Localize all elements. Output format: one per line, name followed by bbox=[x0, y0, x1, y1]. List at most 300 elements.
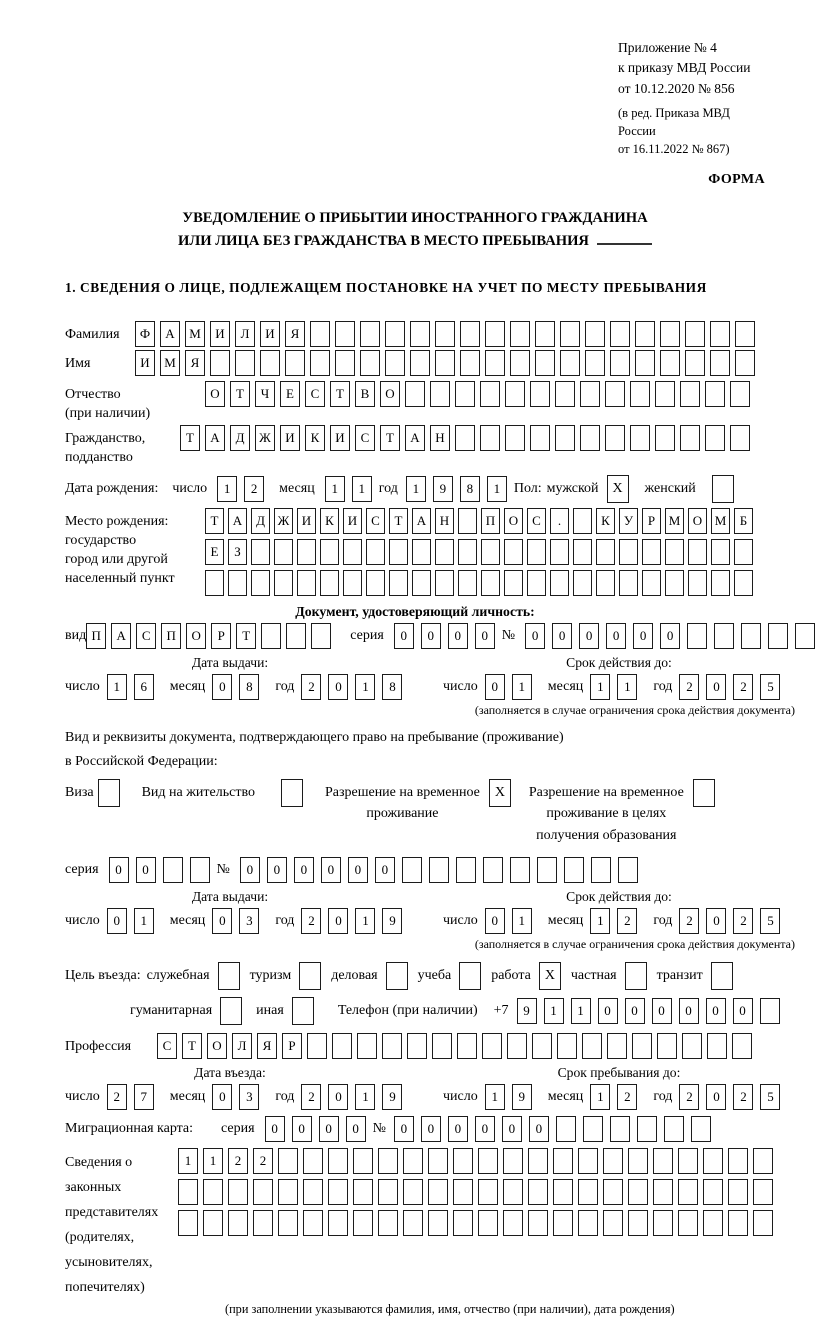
char-cell[interactable] bbox=[553, 1210, 573, 1236]
char-cell[interactable]: А bbox=[205, 425, 225, 451]
char-cell[interactable]: Д bbox=[230, 425, 250, 451]
char-cell[interactable] bbox=[328, 1210, 348, 1236]
char-cell[interactable]: 5 bbox=[760, 674, 780, 700]
char-cell[interactable] bbox=[596, 570, 615, 596]
char-cell[interactable] bbox=[503, 1148, 523, 1174]
char-cell[interactable]: 0 bbox=[394, 1116, 414, 1142]
char-cell[interactable] bbox=[732, 1033, 752, 1059]
char-cell[interactable] bbox=[460, 321, 480, 347]
char-cell[interactable] bbox=[458, 570, 477, 596]
char-cell[interactable]: К bbox=[305, 425, 325, 451]
char-cell[interactable] bbox=[343, 570, 362, 596]
char-cell[interactable] bbox=[580, 381, 600, 407]
char-cell[interactable] bbox=[603, 1179, 623, 1205]
char-cell[interactable]: 8 bbox=[239, 674, 259, 700]
char-cell[interactable] bbox=[564, 857, 584, 883]
char-cell[interactable] bbox=[457, 1033, 477, 1059]
char-cell[interactable] bbox=[585, 350, 605, 376]
char-cell[interactable] bbox=[297, 570, 316, 596]
char-cell[interactable] bbox=[527, 570, 546, 596]
char-cell[interactable] bbox=[678, 1179, 698, 1205]
char-cell[interactable] bbox=[510, 857, 530, 883]
char-cell[interactable] bbox=[553, 1179, 573, 1205]
char-cell[interactable] bbox=[278, 1210, 298, 1236]
char-cell[interactable] bbox=[607, 1033, 627, 1059]
char-cell[interactable]: 0 bbox=[552, 623, 572, 649]
char-cell[interactable]: 3 bbox=[239, 1084, 259, 1110]
char-cell[interactable]: Е bbox=[280, 381, 300, 407]
char-cell[interactable] bbox=[653, 1210, 673, 1236]
char-cell[interactable] bbox=[678, 1210, 698, 1236]
char-cell[interactable]: 9 bbox=[382, 1084, 402, 1110]
char-cell[interactable]: Р bbox=[211, 623, 231, 649]
char-cell[interactable]: А bbox=[160, 321, 180, 347]
char-cell[interactable]: 2 bbox=[733, 674, 753, 700]
purpose-transit-checkbox[interactable] bbox=[711, 962, 733, 990]
char-cell[interactable] bbox=[753, 1210, 773, 1236]
char-cell[interactable]: Ф bbox=[135, 321, 155, 347]
char-cell[interactable] bbox=[453, 1179, 473, 1205]
char-cell[interactable] bbox=[274, 570, 293, 596]
purpose-official-checkbox[interactable] bbox=[218, 962, 240, 990]
char-cell[interactable]: 0 bbox=[525, 623, 545, 649]
char-cell[interactable] bbox=[510, 321, 530, 347]
char-cell[interactable]: К bbox=[596, 508, 615, 534]
char-cell[interactable] bbox=[688, 539, 707, 565]
char-cell[interactable] bbox=[560, 350, 580, 376]
char-cell[interactable]: 1 bbox=[178, 1148, 198, 1174]
char-cell[interactable]: 1 bbox=[203, 1148, 223, 1174]
char-cell[interactable] bbox=[619, 570, 638, 596]
temporary-residence-checkbox[interactable]: X bbox=[489, 779, 511, 807]
char-cell[interactable] bbox=[403, 1179, 423, 1205]
char-cell[interactable] bbox=[605, 425, 625, 451]
char-cell[interactable] bbox=[482, 1033, 502, 1059]
visa-checkbox[interactable] bbox=[98, 779, 120, 807]
char-cell[interactable] bbox=[456, 857, 476, 883]
char-cell[interactable] bbox=[685, 350, 705, 376]
char-cell[interactable]: И bbox=[280, 425, 300, 451]
char-cell[interactable] bbox=[528, 1210, 548, 1236]
char-cell[interactable]: Ж bbox=[274, 508, 293, 534]
char-cell[interactable] bbox=[687, 623, 707, 649]
char-cell[interactable]: И bbox=[260, 321, 280, 347]
char-cell[interactable]: 2 bbox=[733, 908, 753, 934]
char-cell[interactable]: Р bbox=[282, 1033, 302, 1059]
char-cell[interactable] bbox=[680, 381, 700, 407]
char-cell[interactable] bbox=[734, 539, 753, 565]
char-cell[interactable] bbox=[528, 1179, 548, 1205]
char-cell[interactable] bbox=[505, 381, 525, 407]
char-cell[interactable]: Н bbox=[430, 425, 450, 451]
char-cell[interactable] bbox=[705, 381, 725, 407]
char-cell[interactable]: 0 bbox=[733, 998, 753, 1024]
char-cell[interactable]: 8 bbox=[382, 674, 402, 700]
char-cell[interactable] bbox=[630, 381, 650, 407]
char-cell[interactable] bbox=[274, 539, 293, 565]
char-cell[interactable] bbox=[303, 1210, 323, 1236]
char-cell[interactable] bbox=[228, 1179, 248, 1205]
char-cell[interactable]: А bbox=[405, 425, 425, 451]
char-cell[interactable]: 1 bbox=[512, 674, 532, 700]
char-cell[interactable] bbox=[610, 1116, 630, 1142]
gender-female-checkbox[interactable] bbox=[712, 475, 734, 503]
char-cell[interactable] bbox=[485, 350, 505, 376]
char-cell[interactable]: 0 bbox=[485, 674, 505, 700]
char-cell[interactable] bbox=[660, 350, 680, 376]
char-cell[interactable] bbox=[453, 1148, 473, 1174]
char-cell[interactable]: Н bbox=[435, 508, 454, 534]
char-cell[interactable] bbox=[628, 1179, 648, 1205]
char-cell[interactable] bbox=[435, 570, 454, 596]
char-cell[interactable] bbox=[303, 1179, 323, 1205]
purpose-humanitarian-checkbox[interactable] bbox=[220, 997, 242, 1025]
char-cell[interactable]: 0 bbox=[321, 857, 341, 883]
char-cell[interactable] bbox=[555, 425, 575, 451]
char-cell[interactable]: 0 bbox=[240, 857, 260, 883]
char-cell[interactable]: 0 bbox=[394, 623, 414, 649]
char-cell[interactable]: П bbox=[86, 623, 106, 649]
char-cell[interactable] bbox=[730, 425, 750, 451]
char-cell[interactable]: 0 bbox=[448, 623, 468, 649]
char-cell[interactable]: 6 bbox=[134, 674, 154, 700]
char-cell[interactable] bbox=[680, 425, 700, 451]
char-cell[interactable] bbox=[163, 857, 183, 883]
char-cell[interactable]: 0 bbox=[328, 1084, 348, 1110]
char-cell[interactable] bbox=[353, 1210, 373, 1236]
char-cell[interactable] bbox=[412, 539, 431, 565]
char-cell[interactable]: 1 bbox=[352, 476, 372, 502]
char-cell[interactable] bbox=[610, 321, 630, 347]
char-cell[interactable]: К bbox=[320, 508, 339, 534]
char-cell[interactable] bbox=[714, 623, 734, 649]
char-cell[interactable] bbox=[688, 570, 707, 596]
char-cell[interactable]: 0 bbox=[136, 857, 156, 883]
char-cell[interactable]: И bbox=[330, 425, 350, 451]
char-cell[interactable] bbox=[378, 1210, 398, 1236]
char-cell[interactable] bbox=[703, 1179, 723, 1205]
char-cell[interactable] bbox=[655, 381, 675, 407]
char-cell[interactable]: 0 bbox=[265, 1116, 285, 1142]
char-cell[interactable]: 1 bbox=[590, 1084, 610, 1110]
char-cell[interactable] bbox=[730, 381, 750, 407]
char-cell[interactable]: 0 bbox=[328, 674, 348, 700]
char-cell[interactable]: 0 bbox=[448, 1116, 468, 1142]
char-cell[interactable] bbox=[710, 350, 730, 376]
char-cell[interactable]: Я bbox=[185, 350, 205, 376]
char-cell[interactable]: О bbox=[380, 381, 400, 407]
purpose-tourism-checkbox[interactable] bbox=[299, 962, 321, 990]
char-cell[interactable]: Л bbox=[235, 321, 255, 347]
char-cell[interactable] bbox=[405, 381, 425, 407]
char-cell[interactable] bbox=[429, 857, 449, 883]
char-cell[interactable]: 2 bbox=[301, 674, 321, 700]
char-cell[interactable] bbox=[728, 1148, 748, 1174]
char-cell[interactable]: 0 bbox=[421, 1116, 441, 1142]
char-cell[interactable] bbox=[410, 350, 430, 376]
char-cell[interactable]: О bbox=[205, 381, 225, 407]
char-cell[interactable] bbox=[527, 539, 546, 565]
char-cell[interactable] bbox=[343, 539, 362, 565]
char-cell[interactable]: 0 bbox=[346, 1116, 366, 1142]
char-cell[interactable] bbox=[366, 539, 385, 565]
char-cell[interactable] bbox=[203, 1210, 223, 1236]
char-cell[interactable]: 2 bbox=[617, 908, 637, 934]
char-cell[interactable]: 0 bbox=[107, 908, 127, 934]
char-cell[interactable]: 1 bbox=[355, 1084, 375, 1110]
char-cell[interactable] bbox=[642, 570, 661, 596]
char-cell[interactable] bbox=[389, 570, 408, 596]
char-cell[interactable]: С bbox=[355, 425, 375, 451]
char-cell[interactable]: М bbox=[665, 508, 684, 534]
char-cell[interactable]: Р bbox=[642, 508, 661, 534]
char-cell[interactable]: Я bbox=[257, 1033, 277, 1059]
char-cell[interactable] bbox=[435, 539, 454, 565]
char-cell[interactable] bbox=[378, 1148, 398, 1174]
char-cell[interactable]: 1 bbox=[485, 1084, 505, 1110]
char-cell[interactable]: П bbox=[161, 623, 181, 649]
char-cell[interactable] bbox=[557, 1033, 577, 1059]
char-cell[interactable] bbox=[753, 1148, 773, 1174]
char-cell[interactable]: 0 bbox=[109, 857, 129, 883]
char-cell[interactable]: 0 bbox=[212, 908, 232, 934]
char-cell[interactable] bbox=[455, 381, 475, 407]
char-cell[interactable] bbox=[583, 1116, 603, 1142]
char-cell[interactable] bbox=[307, 1033, 327, 1059]
char-cell[interactable] bbox=[303, 1148, 323, 1174]
char-cell[interactable] bbox=[253, 1210, 273, 1236]
char-cell[interactable] bbox=[503, 1179, 523, 1205]
char-cell[interactable] bbox=[504, 570, 523, 596]
char-cell[interactable] bbox=[795, 623, 815, 649]
char-cell[interactable] bbox=[297, 539, 316, 565]
char-cell[interactable] bbox=[311, 623, 331, 649]
char-cell[interactable] bbox=[578, 1210, 598, 1236]
char-cell[interactable] bbox=[360, 321, 380, 347]
char-cell[interactable]: Т bbox=[330, 381, 350, 407]
char-cell[interactable]: 9 bbox=[382, 908, 402, 934]
char-cell[interactable] bbox=[483, 857, 503, 883]
char-cell[interactable] bbox=[353, 1179, 373, 1205]
char-cell[interactable] bbox=[428, 1179, 448, 1205]
char-cell[interactable]: У bbox=[619, 508, 638, 534]
char-cell[interactable]: 0 bbox=[212, 674, 232, 700]
char-cell[interactable] bbox=[407, 1033, 427, 1059]
char-cell[interactable]: М bbox=[160, 350, 180, 376]
char-cell[interactable] bbox=[251, 539, 270, 565]
char-cell[interactable]: А bbox=[412, 508, 431, 534]
char-cell[interactable]: И bbox=[135, 350, 155, 376]
char-cell[interactable]: 2 bbox=[679, 1084, 699, 1110]
char-cell[interactable] bbox=[357, 1033, 377, 1059]
char-cell[interactable]: 2 bbox=[301, 1084, 321, 1110]
char-cell[interactable]: С bbox=[527, 508, 546, 534]
char-cell[interactable]: Т bbox=[205, 508, 224, 534]
char-cell[interactable] bbox=[382, 1033, 402, 1059]
char-cell[interactable]: 0 bbox=[328, 908, 348, 934]
char-cell[interactable] bbox=[328, 1179, 348, 1205]
char-cell[interactable] bbox=[278, 1148, 298, 1174]
char-cell[interactable] bbox=[478, 1210, 498, 1236]
char-cell[interactable]: 0 bbox=[212, 1084, 232, 1110]
char-cell[interactable] bbox=[286, 623, 306, 649]
char-cell[interactable] bbox=[478, 1179, 498, 1205]
char-cell[interactable]: 1 bbox=[355, 674, 375, 700]
char-cell[interactable]: Ж bbox=[255, 425, 275, 451]
char-cell[interactable]: Т bbox=[236, 623, 256, 649]
purpose-other-checkbox[interactable] bbox=[292, 997, 314, 1025]
char-cell[interactable]: 0 bbox=[319, 1116, 339, 1142]
char-cell[interactable]: П bbox=[481, 508, 500, 534]
char-cell[interactable]: 9 bbox=[517, 998, 537, 1024]
char-cell[interactable] bbox=[460, 350, 480, 376]
char-cell[interactable] bbox=[428, 1148, 448, 1174]
char-cell[interactable] bbox=[530, 425, 550, 451]
char-cell[interactable] bbox=[481, 539, 500, 565]
char-cell[interactable] bbox=[711, 570, 730, 596]
char-cell[interactable] bbox=[537, 857, 557, 883]
char-cell[interactable]: 0 bbox=[679, 998, 699, 1024]
char-cell[interactable]: А bbox=[111, 623, 131, 649]
char-cell[interactable] bbox=[660, 321, 680, 347]
char-cell[interactable]: 2 bbox=[244, 476, 264, 502]
char-cell[interactable] bbox=[410, 321, 430, 347]
char-cell[interactable]: Ч bbox=[255, 381, 275, 407]
char-cell[interactable]: Д bbox=[251, 508, 270, 534]
char-cell[interactable] bbox=[310, 350, 330, 376]
char-cell[interactable] bbox=[596, 539, 615, 565]
char-cell[interactable]: 2 bbox=[253, 1148, 273, 1174]
char-cell[interactable] bbox=[653, 1148, 673, 1174]
char-cell[interactable] bbox=[665, 539, 684, 565]
char-cell[interactable]: 1 bbox=[355, 908, 375, 934]
char-cell[interactable] bbox=[261, 623, 281, 649]
char-cell[interactable] bbox=[760, 998, 780, 1024]
char-cell[interactable] bbox=[632, 1033, 652, 1059]
residence-permit-checkbox[interactable] bbox=[281, 779, 303, 807]
char-cell[interactable] bbox=[703, 1210, 723, 1236]
char-cell[interactable] bbox=[480, 425, 500, 451]
char-cell[interactable] bbox=[603, 1148, 623, 1174]
char-cell[interactable] bbox=[665, 570, 684, 596]
char-cell[interactable]: И bbox=[297, 508, 316, 534]
char-cell[interactable]: О bbox=[207, 1033, 227, 1059]
char-cell[interactable]: 1 bbox=[217, 476, 237, 502]
char-cell[interactable]: Я bbox=[285, 321, 305, 347]
char-cell[interactable] bbox=[332, 1033, 352, 1059]
char-cell[interactable] bbox=[582, 1033, 602, 1059]
char-cell[interactable]: 0 bbox=[485, 908, 505, 934]
char-cell[interactable] bbox=[550, 570, 569, 596]
char-cell[interactable]: Т bbox=[180, 425, 200, 451]
char-cell[interactable] bbox=[619, 539, 638, 565]
char-cell[interactable] bbox=[535, 321, 555, 347]
char-cell[interactable] bbox=[705, 425, 725, 451]
char-cell[interactable]: 1 bbox=[406, 476, 426, 502]
char-cell[interactable] bbox=[591, 857, 611, 883]
char-cell[interactable] bbox=[553, 1148, 573, 1174]
char-cell[interactable] bbox=[560, 321, 580, 347]
char-cell[interactable]: Т bbox=[380, 425, 400, 451]
purpose-business-checkbox[interactable] bbox=[386, 962, 408, 990]
char-cell[interactable] bbox=[481, 570, 500, 596]
char-cell[interactable]: С bbox=[305, 381, 325, 407]
char-cell[interactable]: С bbox=[157, 1033, 177, 1059]
purpose-study-checkbox[interactable] bbox=[459, 962, 481, 990]
char-cell[interactable]: 0 bbox=[706, 1084, 726, 1110]
char-cell[interactable] bbox=[428, 1210, 448, 1236]
char-cell[interactable]: М bbox=[185, 321, 205, 347]
char-cell[interactable] bbox=[235, 350, 255, 376]
char-cell[interactable] bbox=[389, 539, 408, 565]
char-cell[interactable]: Е bbox=[205, 539, 224, 565]
char-cell[interactable] bbox=[550, 539, 569, 565]
char-cell[interactable] bbox=[480, 381, 500, 407]
char-cell[interactable]: 0 bbox=[502, 1116, 522, 1142]
char-cell[interactable] bbox=[655, 425, 675, 451]
char-cell[interactable]: 1 bbox=[107, 674, 127, 700]
char-cell[interactable] bbox=[585, 321, 605, 347]
char-cell[interactable]: 0 bbox=[598, 998, 618, 1024]
char-cell[interactable] bbox=[734, 570, 753, 596]
char-cell[interactable] bbox=[507, 1033, 527, 1059]
char-cell[interactable] bbox=[580, 425, 600, 451]
char-cell[interactable]: О bbox=[688, 508, 707, 534]
char-cell[interactable]: 0 bbox=[652, 998, 672, 1024]
char-cell[interactable]: 2 bbox=[733, 1084, 753, 1110]
char-cell[interactable]: 0 bbox=[475, 1116, 495, 1142]
char-cell[interactable] bbox=[403, 1210, 423, 1236]
char-cell[interactable]: И bbox=[210, 321, 230, 347]
char-cell[interactable] bbox=[353, 1148, 373, 1174]
char-cell[interactable] bbox=[628, 1210, 648, 1236]
char-cell[interactable]: 3 bbox=[239, 908, 259, 934]
char-cell[interactable] bbox=[432, 1033, 452, 1059]
char-cell[interactable]: Б bbox=[734, 508, 753, 534]
char-cell[interactable] bbox=[711, 539, 730, 565]
char-cell[interactable] bbox=[528, 1148, 548, 1174]
char-cell[interactable] bbox=[453, 1210, 473, 1236]
char-cell[interactable] bbox=[618, 857, 638, 883]
char-cell[interactable] bbox=[628, 1148, 648, 1174]
char-cell[interactable] bbox=[378, 1179, 398, 1205]
char-cell[interactable] bbox=[691, 1116, 711, 1142]
char-cell[interactable]: О bbox=[504, 508, 523, 534]
char-cell[interactable] bbox=[335, 350, 355, 376]
char-cell[interactable]: М bbox=[711, 508, 730, 534]
purpose-private-checkbox[interactable] bbox=[625, 962, 647, 990]
char-cell[interactable] bbox=[510, 350, 530, 376]
char-cell[interactable]: А bbox=[228, 508, 247, 534]
char-cell[interactable] bbox=[555, 381, 575, 407]
char-cell[interactable]: 1 bbox=[487, 476, 507, 502]
char-cell[interactable] bbox=[335, 321, 355, 347]
char-cell[interactable] bbox=[728, 1179, 748, 1205]
char-cell[interactable]: 0 bbox=[706, 998, 726, 1024]
char-cell[interactable] bbox=[328, 1148, 348, 1174]
char-cell[interactable] bbox=[735, 321, 755, 347]
char-cell[interactable] bbox=[710, 321, 730, 347]
char-cell[interactable] bbox=[366, 570, 385, 596]
char-cell[interactable] bbox=[385, 321, 405, 347]
char-cell[interactable]: Т bbox=[182, 1033, 202, 1059]
char-cell[interactable]: 0 bbox=[267, 857, 287, 883]
char-cell[interactable] bbox=[753, 1179, 773, 1205]
char-cell[interactable] bbox=[278, 1179, 298, 1205]
char-cell[interactable] bbox=[203, 1179, 223, 1205]
char-cell[interactable]: И bbox=[343, 508, 362, 534]
char-cell[interactable]: 0 bbox=[660, 623, 680, 649]
